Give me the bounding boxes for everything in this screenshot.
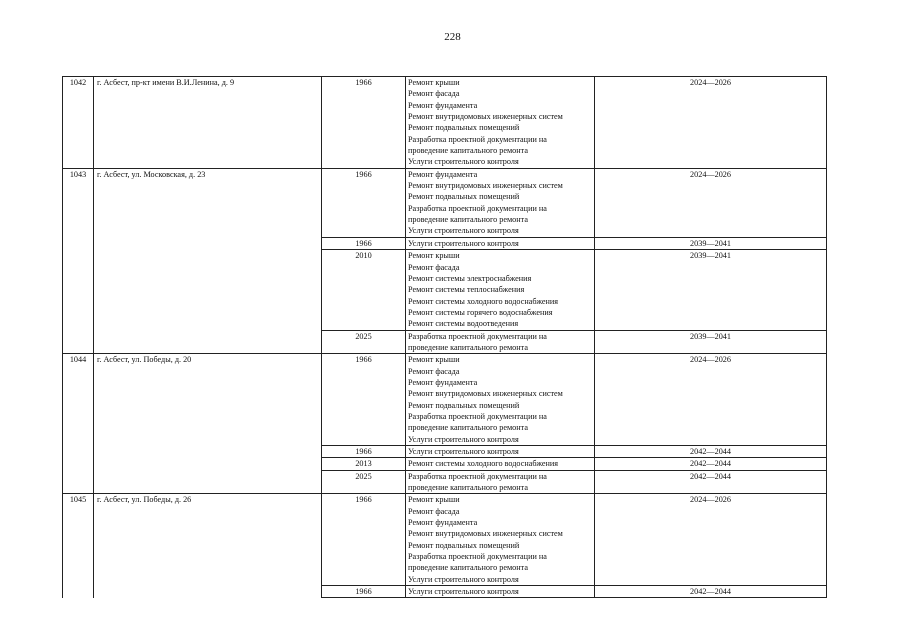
work-item: Ремонт внутридомовых инженерных систем (408, 112, 563, 122)
work-item: проведение капитального ремонта (408, 146, 528, 156)
year-cell: 1966 (322, 77, 406, 169)
address-cell: г. Асбест, ул. Победы, д. 20 (94, 354, 322, 494)
year-cell: 2025 (322, 330, 406, 354)
address-cell: г. Асбест, пр-кт имени В.И.Ленина, д. 9 (94, 77, 322, 169)
page-number: 228 (444, 31, 461, 43)
work-item: проведение капитального ремонта (408, 342, 528, 352)
work-item: Ремонт внутридомовых инженерных систем (408, 181, 563, 191)
work-item: Услуги строительного контроля (408, 587, 519, 597)
period-cell: 2039—2041 (595, 250, 827, 330)
work-item: Услуги строительного контроля (408, 447, 519, 456)
work-item: Ремонт подвальных помещений (408, 400, 520, 410)
work-item: Разработка проектной документации на (408, 552, 547, 562)
year-cell: 2010 (322, 250, 406, 330)
works-cell (406, 494, 595, 586)
table-body (63, 77, 827, 598)
works-cell (406, 586, 595, 598)
period-cell: 2039—2041 (595, 237, 827, 249)
year-cell: 2025 (322, 470, 406, 494)
work-item: Услуги строительного контроля (408, 238, 519, 248)
work-item: Ремонт фасада (408, 366, 460, 376)
work-item: Ремонт фундамента (408, 100, 478, 110)
period-cell: 2039—2041 (595, 330, 827, 354)
year-cell: 1966 (322, 168, 406, 237)
year-cell: 2013 (322, 458, 406, 470)
period-cell: 2042—2044 (595, 458, 827, 470)
works-cell (406, 330, 595, 354)
address-cell: г. Асбест, ул. Победы, д. 26 (94, 494, 322, 598)
year-cell: 1966 (322, 446, 406, 458)
period-cell: 2024—2026 (595, 168, 827, 237)
period-cell: 2024—2026 (595, 77, 827, 169)
work-item: Услуги строительного контроля (408, 226, 519, 236)
work-item: Разработка проектной документации на (408, 411, 547, 421)
work-item: Ремонт подвальных помещений (408, 123, 520, 133)
work-item: Ремонт фасада (408, 262, 460, 272)
work-item: Ремонт крыши (408, 355, 460, 365)
record-number-cell: 1042 (63, 77, 94, 169)
work-item: Разработка проектной документации на (408, 134, 547, 144)
work-item: Ремонт внутридомовых инженерных систем (408, 529, 563, 539)
work-item: Услуги строительного контроля (408, 157, 519, 167)
period-cell: 2042—2044 (595, 586, 827, 598)
work-item: проведение капитального ремонта (408, 215, 528, 225)
record-number-cell: 1043 (63, 168, 94, 354)
year-cell: 1966 (322, 354, 406, 446)
work-item: Ремонт фундамента (408, 377, 478, 387)
work-item: Ремонт подвальных помещений (408, 540, 520, 550)
table-row (63, 168, 827, 237)
work-item: проведение капитального ремонта (408, 483, 528, 493)
capital-repair-schedule-table (62, 76, 827, 598)
work-item: Ремонт системы водоотведения (408, 319, 519, 329)
table-row (63, 494, 827, 586)
work-item: Ремонт системы горячего водоснабжения (408, 307, 553, 317)
work-item: Ремонт фундамента (408, 518, 478, 528)
address-cell: г. Асбест, ул. Московская, д. 23 (94, 168, 322, 354)
period-cell: 2024—2026 (595, 354, 827, 446)
work-item: Ремонт подвальных помещений (408, 192, 520, 202)
work-item: Ремонт крыши (408, 495, 460, 505)
work-item: Ремонт крыши (408, 78, 460, 87)
work-item: Разработка проектной документации на (408, 471, 547, 481)
work-item: проведение капитального ремонта (408, 563, 528, 573)
works-cell (406, 446, 595, 458)
work-item: Ремонт системы холодного водоснабжения (408, 296, 559, 306)
work-item: Ремонт системы электроснабжения (408, 273, 532, 283)
work-item: Ремонт крыши (408, 251, 460, 261)
work-item: Ремонт фасада (408, 89, 460, 99)
period-cell: 2042—2044 (595, 446, 827, 458)
works-cell (406, 237, 595, 249)
works-cell (406, 354, 595, 446)
work-item: Ремонт системы холодного водоснабжения (408, 459, 559, 469)
works-cell (406, 77, 595, 169)
works-cell (406, 168, 595, 237)
record-number-cell: 1044 (63, 354, 94, 494)
work-item: Разработка проектной документации на (408, 203, 547, 213)
work-item: Услуги строительного контроля (408, 434, 519, 444)
work-item: Ремонт фасада (408, 506, 460, 516)
year-cell: 1966 (322, 237, 406, 249)
record-number-cell: 1045 (63, 494, 94, 598)
works-cell (406, 470, 595, 494)
work-item: проведение капитального ремонта (408, 423, 528, 433)
work-item: Ремонт внутридомовых инженерных систем (408, 389, 563, 399)
year-cell: 1966 (322, 494, 406, 586)
works-cell (406, 458, 595, 470)
period-cell: 2042—2044 (595, 470, 827, 494)
work-item: Ремонт системы теплоснабжения (408, 285, 525, 295)
year-cell: 1966 (322, 586, 406, 598)
work-item: Ремонт фундамента (408, 169, 478, 179)
table-row (63, 354, 827, 446)
work-item: Разработка проектной документации на (408, 331, 547, 341)
works-cell (406, 250, 595, 330)
work-item: Услуги строительного контроля (408, 574, 519, 584)
period-cell: 2024—2026 (595, 494, 827, 586)
table-row (63, 77, 827, 169)
